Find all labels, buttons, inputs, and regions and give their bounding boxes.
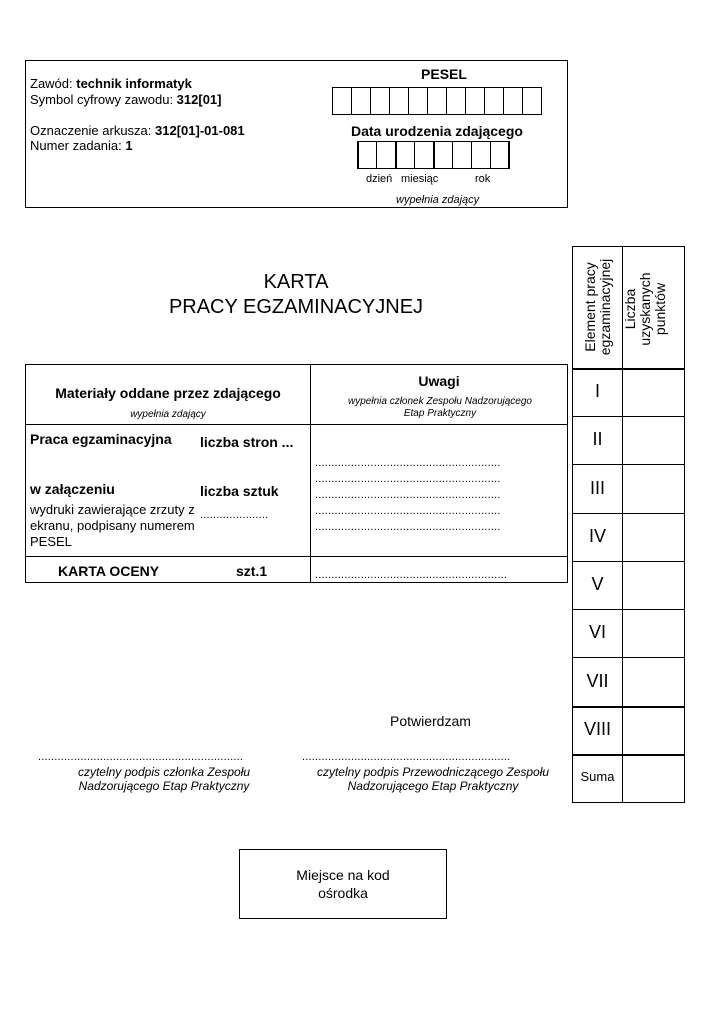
pesel-digit[interactable] xyxy=(503,87,523,115)
dob-digit[interactable] xyxy=(376,141,396,169)
score-row-label: I xyxy=(594,381,600,401)
pesel-digit[interactable] xyxy=(351,87,371,115)
score-row-label: VII xyxy=(586,671,609,691)
dob-digit[interactable] xyxy=(414,141,434,169)
confirm-label: Potwierdzam xyxy=(390,713,471,729)
score-row-label: V xyxy=(591,574,604,594)
signature-caption-left: czytelny podpis członka Zespołu Nadzorującego Etap Praktyczny xyxy=(77,765,251,793)
scores-row-divider xyxy=(572,513,685,514)
signature-line-left: ............................................................... xyxy=(38,751,244,763)
sztuk-dots: ..................... xyxy=(200,509,269,521)
zalacz-label: w załączeniu xyxy=(30,481,115,497)
uwagi-line: ......................................................... xyxy=(315,489,501,501)
liczba-sztuk: liczba sztuk xyxy=(200,483,279,499)
dob-label: Data urodzenia zdającego xyxy=(351,123,523,139)
title-line1: KARTA xyxy=(263,271,329,293)
score-row-label: VI xyxy=(588,622,606,642)
materials-col2-sub: wypełnia członek Zespołu Nadzorującego Etap Praktyczny xyxy=(348,396,532,419)
title-line2: PRACY EGZAMINACYJNEJ xyxy=(168,296,424,318)
dob-digit[interactable] xyxy=(452,141,472,169)
dob-digit[interactable] xyxy=(357,141,377,169)
symbol-label: Symbol cyfrowy zawodu: xyxy=(30,92,177,107)
scores-col2-header: Liczba uzyskanych punktów xyxy=(622,272,668,346)
dob-day: dzień xyxy=(366,173,393,185)
materials-col1-header: Materiały oddane przez zdającego xyxy=(55,385,281,401)
dob-digit[interactable] xyxy=(395,141,415,169)
pesel-label: PESEL xyxy=(421,66,467,82)
zadanie-value: 1 xyxy=(125,138,133,153)
materials-header-divider xyxy=(25,424,568,425)
zawod-value: technik informatyk xyxy=(76,76,192,91)
pesel-digit[interactable] xyxy=(465,87,485,115)
scores-row-divider xyxy=(572,609,685,610)
materials-col1-sub: wypełnia zdający xyxy=(130,409,206,420)
dob-input[interactable] xyxy=(357,141,510,169)
uwagi-line: ......................................................... xyxy=(315,473,501,485)
zadanie-label: Numer zadania: xyxy=(30,138,126,153)
dob-month: miesiąc xyxy=(401,173,439,185)
score-row-label: II xyxy=(592,429,603,449)
dob-digit[interactable] xyxy=(471,141,491,169)
karta-oceny-label: KARTA OCENY xyxy=(58,563,160,579)
pesel-digit[interactable] xyxy=(370,87,390,115)
center-code-label: Miejsce na kod ośrodka xyxy=(296,867,390,901)
dob-digit[interactable] xyxy=(490,141,510,169)
karta-oceny-count: szt.1 xyxy=(236,563,268,579)
materials-col2-header: Uwagi xyxy=(418,373,460,389)
score-row-label: VIII xyxy=(583,719,611,739)
pesel-digit[interactable] xyxy=(332,87,352,115)
wydruki-note: wydruki zawierające zrzuty z ekranu, podpisany numerem PESEL xyxy=(30,502,195,549)
signature-line-right: ................................................................ xyxy=(302,751,511,763)
score-row-label: IV xyxy=(588,526,606,546)
scores-row-divider xyxy=(572,561,685,562)
dob-year: rok xyxy=(475,173,491,185)
arkusz-value: 312[01]-01-081 xyxy=(155,123,245,138)
pesel-input[interactable] xyxy=(332,87,542,115)
materials-col-divider xyxy=(310,364,311,583)
score-sum-label: Suma xyxy=(580,769,615,784)
pesel-digit[interactable] xyxy=(408,87,428,115)
filled-by-note: wypełnia zdający xyxy=(396,194,480,206)
zadanie-line xyxy=(30,138,133,153)
zawod-line xyxy=(30,76,192,91)
praca-label: Praca egzaminacyjna xyxy=(30,431,172,447)
scores-row-divider xyxy=(572,416,685,417)
pesel-digit[interactable] xyxy=(427,87,447,115)
uwagi-line: ......................................................... xyxy=(315,457,501,469)
karta-oceny-uwagi-line: ........................................................... xyxy=(315,569,508,581)
scores-row-divider xyxy=(572,368,685,370)
liczba-stron: liczba stron ... xyxy=(200,434,294,450)
arkusz-line xyxy=(30,123,245,138)
uwagi-line: ......................................................... xyxy=(315,521,501,533)
scores-col1-header: Element pracy egzaminacyjnej xyxy=(582,258,613,356)
pesel-digit[interactable] xyxy=(446,87,466,115)
uwagi-line: ......................................................... xyxy=(315,505,501,517)
arkusz-label: Oznaczenie arkusza: xyxy=(30,123,156,138)
pesel-digit[interactable] xyxy=(389,87,409,115)
pesel-digit[interactable] xyxy=(484,87,504,115)
pesel-digit[interactable] xyxy=(522,87,542,115)
scores-row-divider xyxy=(572,754,685,756)
symbol-value: 312[01] xyxy=(176,92,222,107)
materials-footer-divider xyxy=(25,556,568,557)
signature-caption-right: czytelny podpis Przewodniczącego Zespołu Nadzorującego Etap Praktyczny xyxy=(316,765,550,793)
scores-row-divider xyxy=(572,464,685,465)
scores-row-divider xyxy=(572,706,685,708)
dob-digit[interactable] xyxy=(433,141,453,169)
zawod-label: Zawód: xyxy=(30,76,77,91)
symbol-line xyxy=(30,92,221,107)
score-row-label: III xyxy=(589,478,605,498)
scores-row-divider xyxy=(572,657,685,658)
